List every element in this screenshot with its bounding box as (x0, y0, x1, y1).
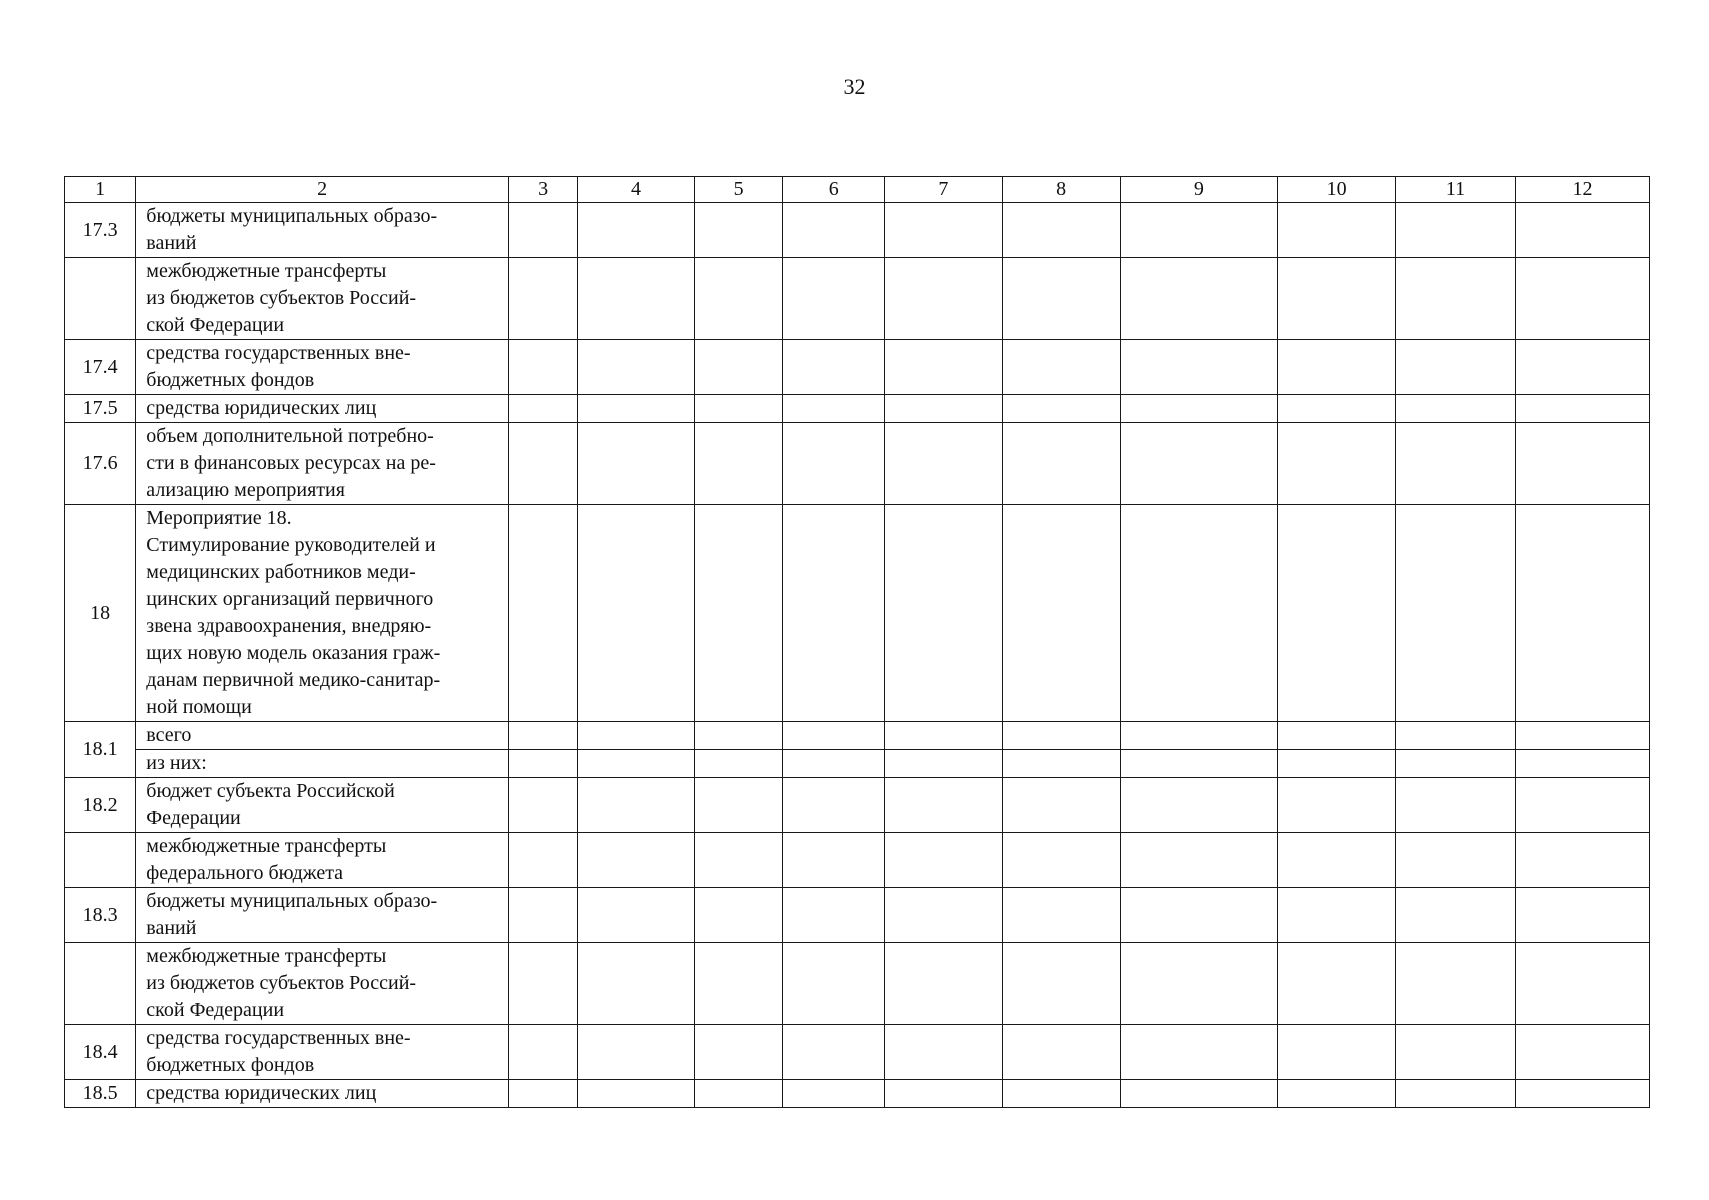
table-row (65, 258, 1650, 340)
value-cell (1002, 505, 1120, 722)
value-cell (578, 888, 695, 943)
value-cell (885, 203, 1003, 258)
value-cell (885, 423, 1003, 505)
value-cell (694, 888, 783, 943)
value-cell (1396, 423, 1516, 505)
value-cell (509, 505, 578, 722)
column-header: 7 (885, 177, 1003, 203)
value-cell (1120, 395, 1278, 423)
row-description: средства государственных вне- бюджетных фондов (136, 340, 509, 395)
value-cell (694, 750, 783, 778)
table-row (65, 888, 1650, 943)
value-cell (1515, 722, 1649, 750)
table-row (65, 943, 1650, 1025)
value-cell (578, 722, 695, 750)
value-cell (1002, 258, 1120, 340)
value-cell (885, 943, 1003, 1025)
value-cell (1120, 1025, 1278, 1080)
page-number: 32 (843, 74, 866, 99)
table-row (65, 203, 1650, 258)
value-cell (1002, 778, 1120, 833)
value-cell (694, 722, 783, 750)
row-description: средства государственных вне- бюджетных фондов (136, 1025, 509, 1080)
column-header: 8 (1002, 177, 1120, 203)
value-cell (885, 888, 1003, 943)
value-cell (783, 395, 885, 423)
column-header: 9 (1120, 177, 1278, 203)
value-cell (1278, 423, 1396, 505)
value-cell (1278, 258, 1396, 340)
row-description: средства юридических лиц (136, 1080, 509, 1108)
value-cell (1278, 943, 1396, 1025)
value-cell (885, 340, 1003, 395)
table-row (65, 340, 1650, 395)
value-cell (1002, 395, 1120, 423)
row-description: бюджет субъекта Российской Федерации (136, 778, 509, 833)
value-cell (1002, 1025, 1120, 1080)
value-cell (509, 258, 578, 340)
value-cell (783, 722, 885, 750)
value-cell (1278, 505, 1396, 722)
value-cell (1515, 943, 1649, 1025)
value-cell (783, 340, 885, 395)
value-cell (1396, 778, 1516, 833)
row-number (65, 833, 136, 888)
value-cell (578, 833, 695, 888)
row-description: бюджеты муниципальных образо- ваний (136, 203, 509, 258)
value-cell (1515, 1080, 1649, 1108)
value-cell (509, 203, 578, 258)
value-cell (1396, 1025, 1516, 1080)
value-cell (1120, 423, 1278, 505)
value-cell (694, 258, 783, 340)
table-row (65, 505, 1650, 722)
row-number: 18.1 (65, 722, 136, 778)
value-cell (783, 833, 885, 888)
value-cell (1515, 778, 1649, 833)
value-cell (1396, 340, 1516, 395)
row-number: 18.4 (65, 1025, 136, 1080)
value-cell (1278, 778, 1396, 833)
value-cell (783, 423, 885, 505)
value-cell (1396, 833, 1516, 888)
value-cell (1396, 505, 1516, 722)
value-cell (783, 943, 885, 1025)
value-cell (783, 778, 885, 833)
column-header: 12 (1515, 177, 1649, 203)
value-cell (1278, 833, 1396, 888)
value-cell (1002, 340, 1120, 395)
column-header: 2 (136, 177, 509, 203)
value-cell (578, 778, 695, 833)
value-cell (578, 258, 695, 340)
row-number (65, 943, 136, 1025)
value-cell (1515, 888, 1649, 943)
value-cell (1120, 258, 1278, 340)
value-cell (578, 395, 695, 423)
value-cell (1120, 943, 1278, 1025)
value-cell (694, 833, 783, 888)
value-cell (885, 722, 1003, 750)
value-cell (1120, 888, 1278, 943)
value-cell (1515, 203, 1649, 258)
row-number: 17.4 (65, 340, 136, 395)
value-cell (1002, 203, 1120, 258)
value-cell (694, 505, 783, 722)
value-cell (1120, 833, 1278, 888)
value-cell (509, 750, 578, 778)
value-cell (694, 423, 783, 505)
value-cell (578, 505, 695, 722)
value-cell (885, 833, 1003, 888)
value-cell (885, 505, 1003, 722)
value-cell (509, 423, 578, 505)
table-row (65, 395, 1650, 423)
row-description: межбюджетные трансферты федерального бюджета (136, 833, 509, 888)
value-cell (1120, 203, 1278, 258)
table-row (65, 423, 1650, 505)
table-row (65, 722, 1650, 750)
value-cell (509, 888, 578, 943)
value-cell (1278, 340, 1396, 395)
row-number: 18 (65, 505, 136, 722)
value-cell (1120, 750, 1278, 778)
value-cell (509, 395, 578, 423)
value-cell (1515, 1025, 1649, 1080)
value-cell (1002, 750, 1120, 778)
value-cell (509, 1025, 578, 1080)
value-cell (1278, 888, 1396, 943)
row-number: 18.2 (65, 778, 136, 833)
value-cell (1002, 1080, 1120, 1108)
value-cell (578, 943, 695, 1025)
row-description: Мероприятие 18. Стимулирование руководителей и медицинских работников меди- цинских организаций первичного звена здравоохранения, внедряю- щих новую модель оказания граж- данам первичной медико-санитар- ной помощи (136, 505, 509, 722)
value-cell (1278, 203, 1396, 258)
row-number (65, 258, 136, 340)
value-cell (1278, 750, 1396, 778)
value-cell (509, 833, 578, 888)
value-cell (1002, 943, 1120, 1025)
value-cell (509, 1080, 578, 1108)
row-description: средства юридических лиц (136, 395, 509, 423)
table-row (65, 778, 1650, 833)
value-cell (1515, 750, 1649, 778)
value-cell (885, 258, 1003, 340)
value-cell (1120, 340, 1278, 395)
value-cell (509, 778, 578, 833)
value-cell (509, 943, 578, 1025)
value-cell (578, 1025, 695, 1080)
value-cell (1396, 888, 1516, 943)
value-cell (578, 203, 695, 258)
row-number: 17.5 (65, 395, 136, 423)
value-cell (1120, 722, 1278, 750)
value-cell (1120, 505, 1278, 722)
value-cell (694, 340, 783, 395)
value-cell (578, 423, 695, 505)
value-cell (1278, 1025, 1396, 1080)
column-header: 5 (694, 177, 783, 203)
value-cell (694, 1080, 783, 1108)
row-description: межбюджетные трансферты из бюджетов субъектов Россий- ской Федерации (136, 943, 509, 1025)
value-cell (885, 1080, 1003, 1108)
value-cell (509, 340, 578, 395)
value-cell (885, 778, 1003, 833)
row-number: 17.6 (65, 423, 136, 505)
value-cell (1396, 258, 1516, 340)
value-cell (694, 395, 783, 423)
value-cell (694, 203, 783, 258)
table-row (65, 833, 1650, 888)
value-cell (1120, 1080, 1278, 1108)
value-cell (783, 1025, 885, 1080)
value-cell (1396, 750, 1516, 778)
value-cell (1515, 505, 1649, 722)
value-cell (1396, 943, 1516, 1025)
value-cell (1278, 395, 1396, 423)
value-cell (1002, 833, 1120, 888)
value-cell (783, 750, 885, 778)
value-cell (1396, 395, 1516, 423)
value-cell (885, 750, 1003, 778)
value-cell (1002, 722, 1120, 750)
value-cell (885, 395, 1003, 423)
value-cell (1515, 833, 1649, 888)
value-cell (694, 1025, 783, 1080)
table-row (65, 750, 1650, 778)
row-description: из них: (136, 750, 509, 778)
value-cell (578, 340, 695, 395)
value-cell (1002, 423, 1120, 505)
column-header: 10 (1278, 177, 1396, 203)
value-cell (783, 203, 885, 258)
value-cell (783, 258, 885, 340)
value-cell (1396, 203, 1516, 258)
column-header: 6 (783, 177, 885, 203)
row-description: объем дополнительной потребно- сти в финансовых ресурсах на ре- ализацию мероприятия (136, 423, 509, 505)
column-header: 3 (509, 177, 578, 203)
value-cell (1515, 423, 1649, 505)
row-description: всего (136, 722, 509, 750)
value-cell (783, 1080, 885, 1108)
value-cell (578, 750, 695, 778)
value-cell (1515, 258, 1649, 340)
row-number: 17.3 (65, 203, 136, 258)
column-header: 1 (65, 177, 136, 203)
value-cell (694, 778, 783, 833)
value-cell (694, 943, 783, 1025)
table-row (65, 1080, 1650, 1108)
column-header: 11 (1396, 177, 1516, 203)
value-cell (509, 722, 578, 750)
value-cell (1002, 888, 1120, 943)
value-cell (1515, 340, 1649, 395)
value-cell (783, 505, 885, 722)
value-cell (578, 1080, 695, 1108)
column-header: 4 (578, 177, 695, 203)
value-cell (1396, 1080, 1516, 1108)
value-cell (1278, 722, 1396, 750)
value-cell (1278, 1080, 1396, 1108)
row-description: межбюджетные трансферты из бюджетов субъектов Россий- ской Федерации (136, 258, 509, 340)
value-cell (1120, 778, 1278, 833)
row-number: 18.3 (65, 888, 136, 943)
header-row (65, 177, 1650, 203)
value-cell (1515, 395, 1649, 423)
budget-table (64, 176, 1650, 1108)
value-cell (1396, 722, 1516, 750)
value-cell (783, 888, 885, 943)
row-description: бюджеты муниципальных образо- ваний (136, 888, 509, 943)
table-row (65, 1025, 1650, 1080)
row-number: 18.5 (65, 1080, 136, 1108)
value-cell (885, 1025, 1003, 1080)
